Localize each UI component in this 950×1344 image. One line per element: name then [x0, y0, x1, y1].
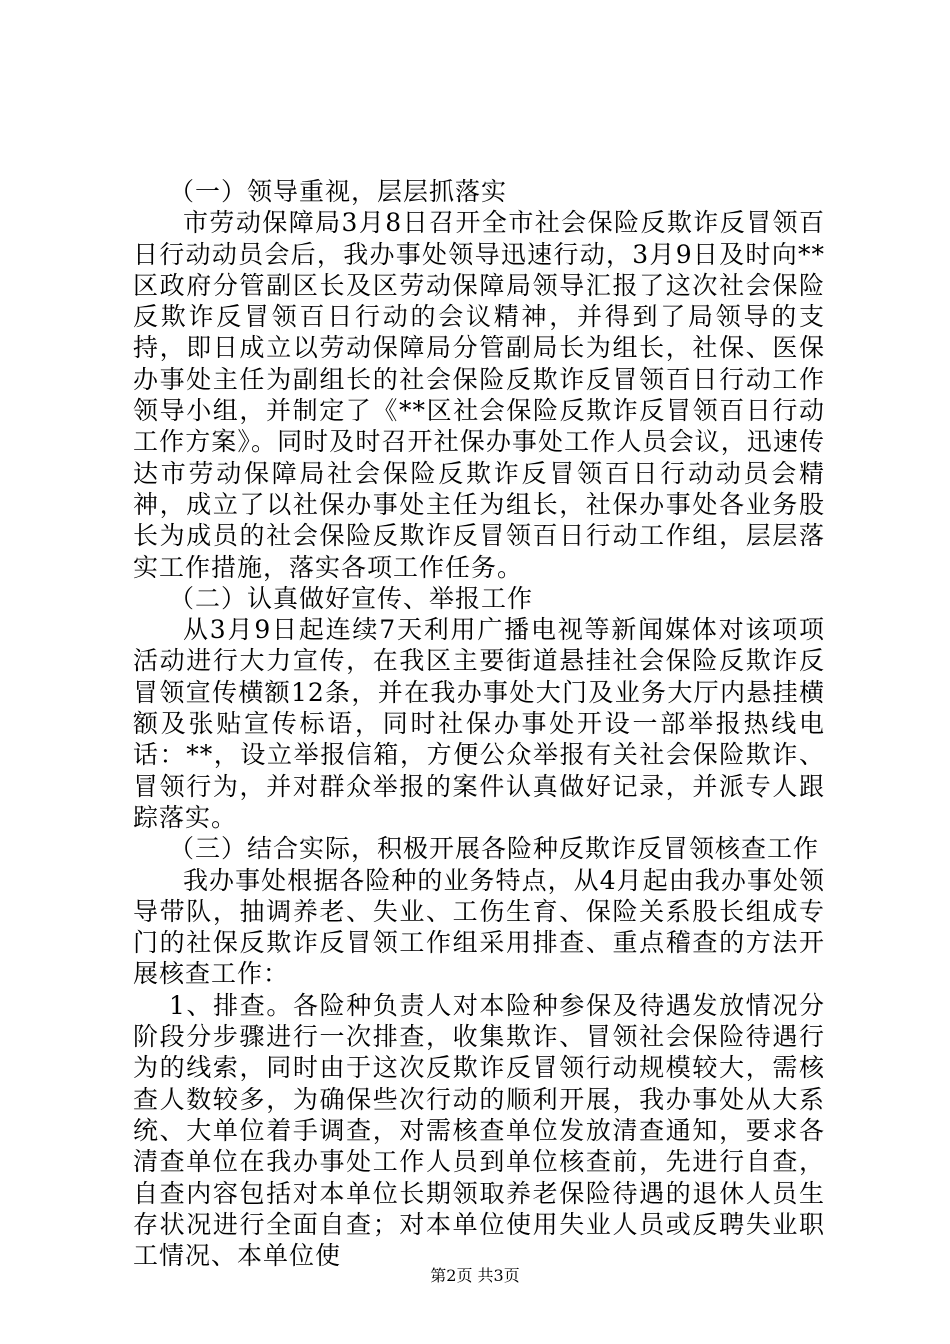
- body-paragraph-1: 市劳动保障局3月8日召开全市社会保险反欺诈反冒领百日行动动员会后，我办事处领导迅速行动，3月9日及时向**区政府分管副区长及区劳动保障局领导汇报了这次社会保险反欺诈反冒领百日行动的会议精神，并得到了局领导的支持，即日成立以劳动保障局分管副局长为组长，社保、医保办事处主任为副组长的社会保险反欺诈反冒领百日行动工作领导小组，并制定了《**区社会保险反欺诈反冒领百日行动工作方案》。同时及时召开社保办事处工作人员会议，迅速传达市劳动保障局社会保险反欺诈反冒领百日行动动员会精神，成立了以社保办事处主任为组长，社保办事处各业务股长为成员的社会保险反欺诈反冒领百日行动工作组，层层落实工作措施，落实各项工作任务。: [133, 208, 825, 582]
- page-number-footer: 第2页 共3页: [430, 1266, 520, 1285]
- section-heading-2: （二）认真做好宣传、举报工作: [169, 583, 534, 613]
- body-paragraph-3: 我办事处根据各险种的业务特点，从4月起由我办事处领导带队，抽调养老、失业、工伤生育、保险关系股长组成专门的社保反欺诈反冒领工作组采用排查、重点稽查的方法开展核查工作：: [133, 865, 825, 989]
- body-paragraph-2: 从3月9日起连续7天利用广播电视等新闻媒体对该项项活动进行大力宣传，在我区主要街道悬挂社会保险反欺诈反冒领宣传横额12条，并在我办事处大门及业务大厅内悬挂横额及张贴宣传标语，同时社保办事处开设一部举报热线电话：**，设立举报信箱，方便公众举报有关社会保险欺诈、冒领行为，并对群众举报的案件认真做好记录，并派专人跟踪落实。: [133, 615, 825, 832]
- section-heading-1: （一）领导重视，层层抓落实: [169, 177, 508, 206]
- document-body: [133, 176, 825, 1271]
- section-heading-3: （三）结合实际，积极开展各险种反欺诈反冒领核查工作: [169, 834, 820, 864]
- list-item-1: 1、排查。各险种负责人对本险种参保及待遇发放情况分阶段分步骤进行一次排查，收集欺诈、冒领社会保险待遇行为的线索，同时由于这次反欺诈反冒领行动规模较大，需核查人数较多，为确保些次行动的顺利开展，我办事处从大系统、大单位着手调查，对需核查单位发放清查通知，要求各清查单位在我办事处工作人员到单位核查前，先进行自查，自查内容包括对本单位长期领取养老保险待遇的退休人员生存状况进行全面自查；对本单位使用失业人员或反聘失业职工情况、本单位使: [133, 990, 825, 1271]
